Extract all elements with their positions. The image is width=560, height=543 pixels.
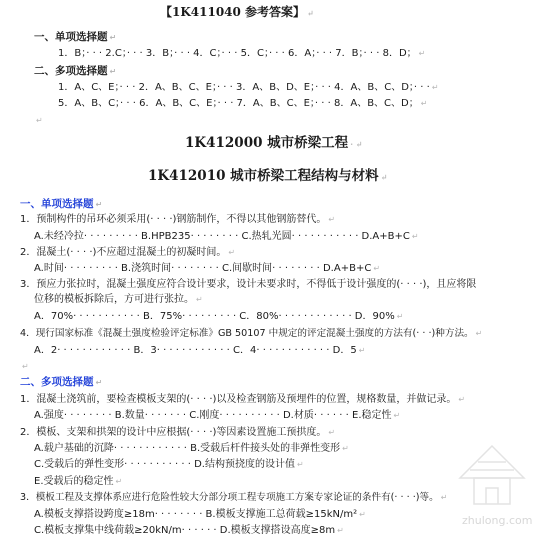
question-3-line-1: 3．预应力张拉时，混凝土强度应符合设计要求，设计未要求时，不得低于设计强度的(· · · ·)，且应将限 — [20, 279, 477, 290]
multi-question-3-option-ab: A.模板支撑搭设跨度≥18m· · · · · · · · B.模板支撑施工总荷载≥15kN/m² ↵ — [34, 509, 366, 520]
multi-question-2-option-ab: A.载户基础的沉降· · · · · · · · · · · · B.受载后杆件接头处的非弹性变形 ↵ — [34, 443, 349, 454]
watermark-building-icon — [430, 440, 555, 520]
question-1-options: A.未经冷拉· · · · · · · · · B.HPB235· · · · · · · · C.热轧光圆· · · · · · · · · · · D.A+B+C ↵ — [34, 231, 419, 242]
single-choice-heading: 一、单项选择题 ↵ — [20, 198, 103, 210]
answer-title: 【1K411040 参考答案】 ↵ — [160, 5, 314, 19]
multi-question-1: 1．混凝土浇筑前，要检查模板支架的(· · · ·)以及检查钢筋及预埋件的位置，规格数量，并做记录。 ↵ — [20, 394, 466, 405]
multi-question-2-option-e: E.受载后的稳定性 ↵ — [34, 476, 123, 487]
blank-paragraph: ↵ — [36, 116, 43, 125]
question-2-options: A.时间· · · · · · · · · B.浇筑时间· · · · · · · · C.间歇时间· · · · · · · · D.A+B+C ↵ — [34, 263, 381, 274]
multi-question-1-options: A.强度· · · · · · · · B.数量· · · · · · · C.刚度· · · · · · · · · · D.材质· · · · · · E.稳定性 ↵ — [34, 410, 401, 421]
multi-question-2-option-cd: C.受载后的弹性变形· · · · · · · · · · · D.结构预挠度的设计值 ↵ — [34, 459, 304, 470]
section-title: 1K412010 城市桥梁工程结构与材料 ↵ — [148, 168, 388, 184]
multi-question-3: 3．模板工程及支撑体系应进行危险性较大分部分项工程专项施工方案专家论证的条件有(· · · ·)等。 ↵ — [20, 492, 448, 503]
question-2: 2．混凝土(· · · ·)不应超过混凝土的初凝时间。 ↵ — [20, 247, 236, 258]
question-1: 1．预制构件的吊环必须采用(· · · ·)钢筋制作，不得以其他钢筋替代。 ↵ — [20, 214, 336, 225]
watermark-logo — [430, 440, 555, 535]
answers-multi-line-1: 1．A、C、E；· · · 2．A、B、C、E；· · · 3．A、B、D、E；· · · 4．A、B、C、D；· · · ↵ — [58, 82, 439, 93]
multi-question-2: 2．模板、支架和拱架的设计中应根据(· · · ·)等因素设置施工预拱度。 ↵ — [20, 427, 336, 438]
chapter-title: 1K412000 城市桥梁工程 · ↵ — [185, 135, 363, 151]
watermark-text: zhulong.com — [462, 514, 533, 527]
answers-single-heading: 一、单项选择题 ↵ — [34, 31, 117, 43]
question-3-options: A．70%· · · · · · · · · · · B．75%· · · · · · · · · C．80%· · · · · · · · · · · · D．90% ↵ — [34, 311, 404, 322]
multi-question-3-option-cd: C.模板支撑集中线荷载≥20kN/m· · · · · · D.模板支撑搭设高度≥8m ↵ — [34, 525, 344, 536]
multi-choice-heading: 二、多项选择题 ↵ — [20, 376, 103, 388]
question-3-line-2: 位移的模板拆除后，方可进行张拉。 ↵ — [34, 294, 203, 305]
question-4: 4．现行国家标准《混凝土强度检验评定标准》GB 50107 中规定的评定混凝土强度的方法有(· · ·)种方法。 ↵ — [20, 328, 483, 339]
answers-multi-heading: 二、多项选择题 ↵ — [34, 65, 117, 77]
question-4-options: A．2· · · · · · · · · · · · B．3· · · · · · · · · · · · C．4· · · · · · · · · · · · D．5 ↵ — [34, 345, 366, 356]
answers-multi-line-2: 5．A、B、C；· · · 6．A、B、C、E；· · · 7．A、B、C、E；· · · 8．A、B、C、D； ↵ — [58, 98, 428, 109]
blank-paragraph-2: ↵ — [22, 362, 29, 371]
answers-single-line: 1．B；· · · 2.C；· · · 3．B；· · · 4．C；· · · 5．C；· · · 6．A；· · · 7．B；· · · 8．D； ↵ — [58, 48, 426, 59]
